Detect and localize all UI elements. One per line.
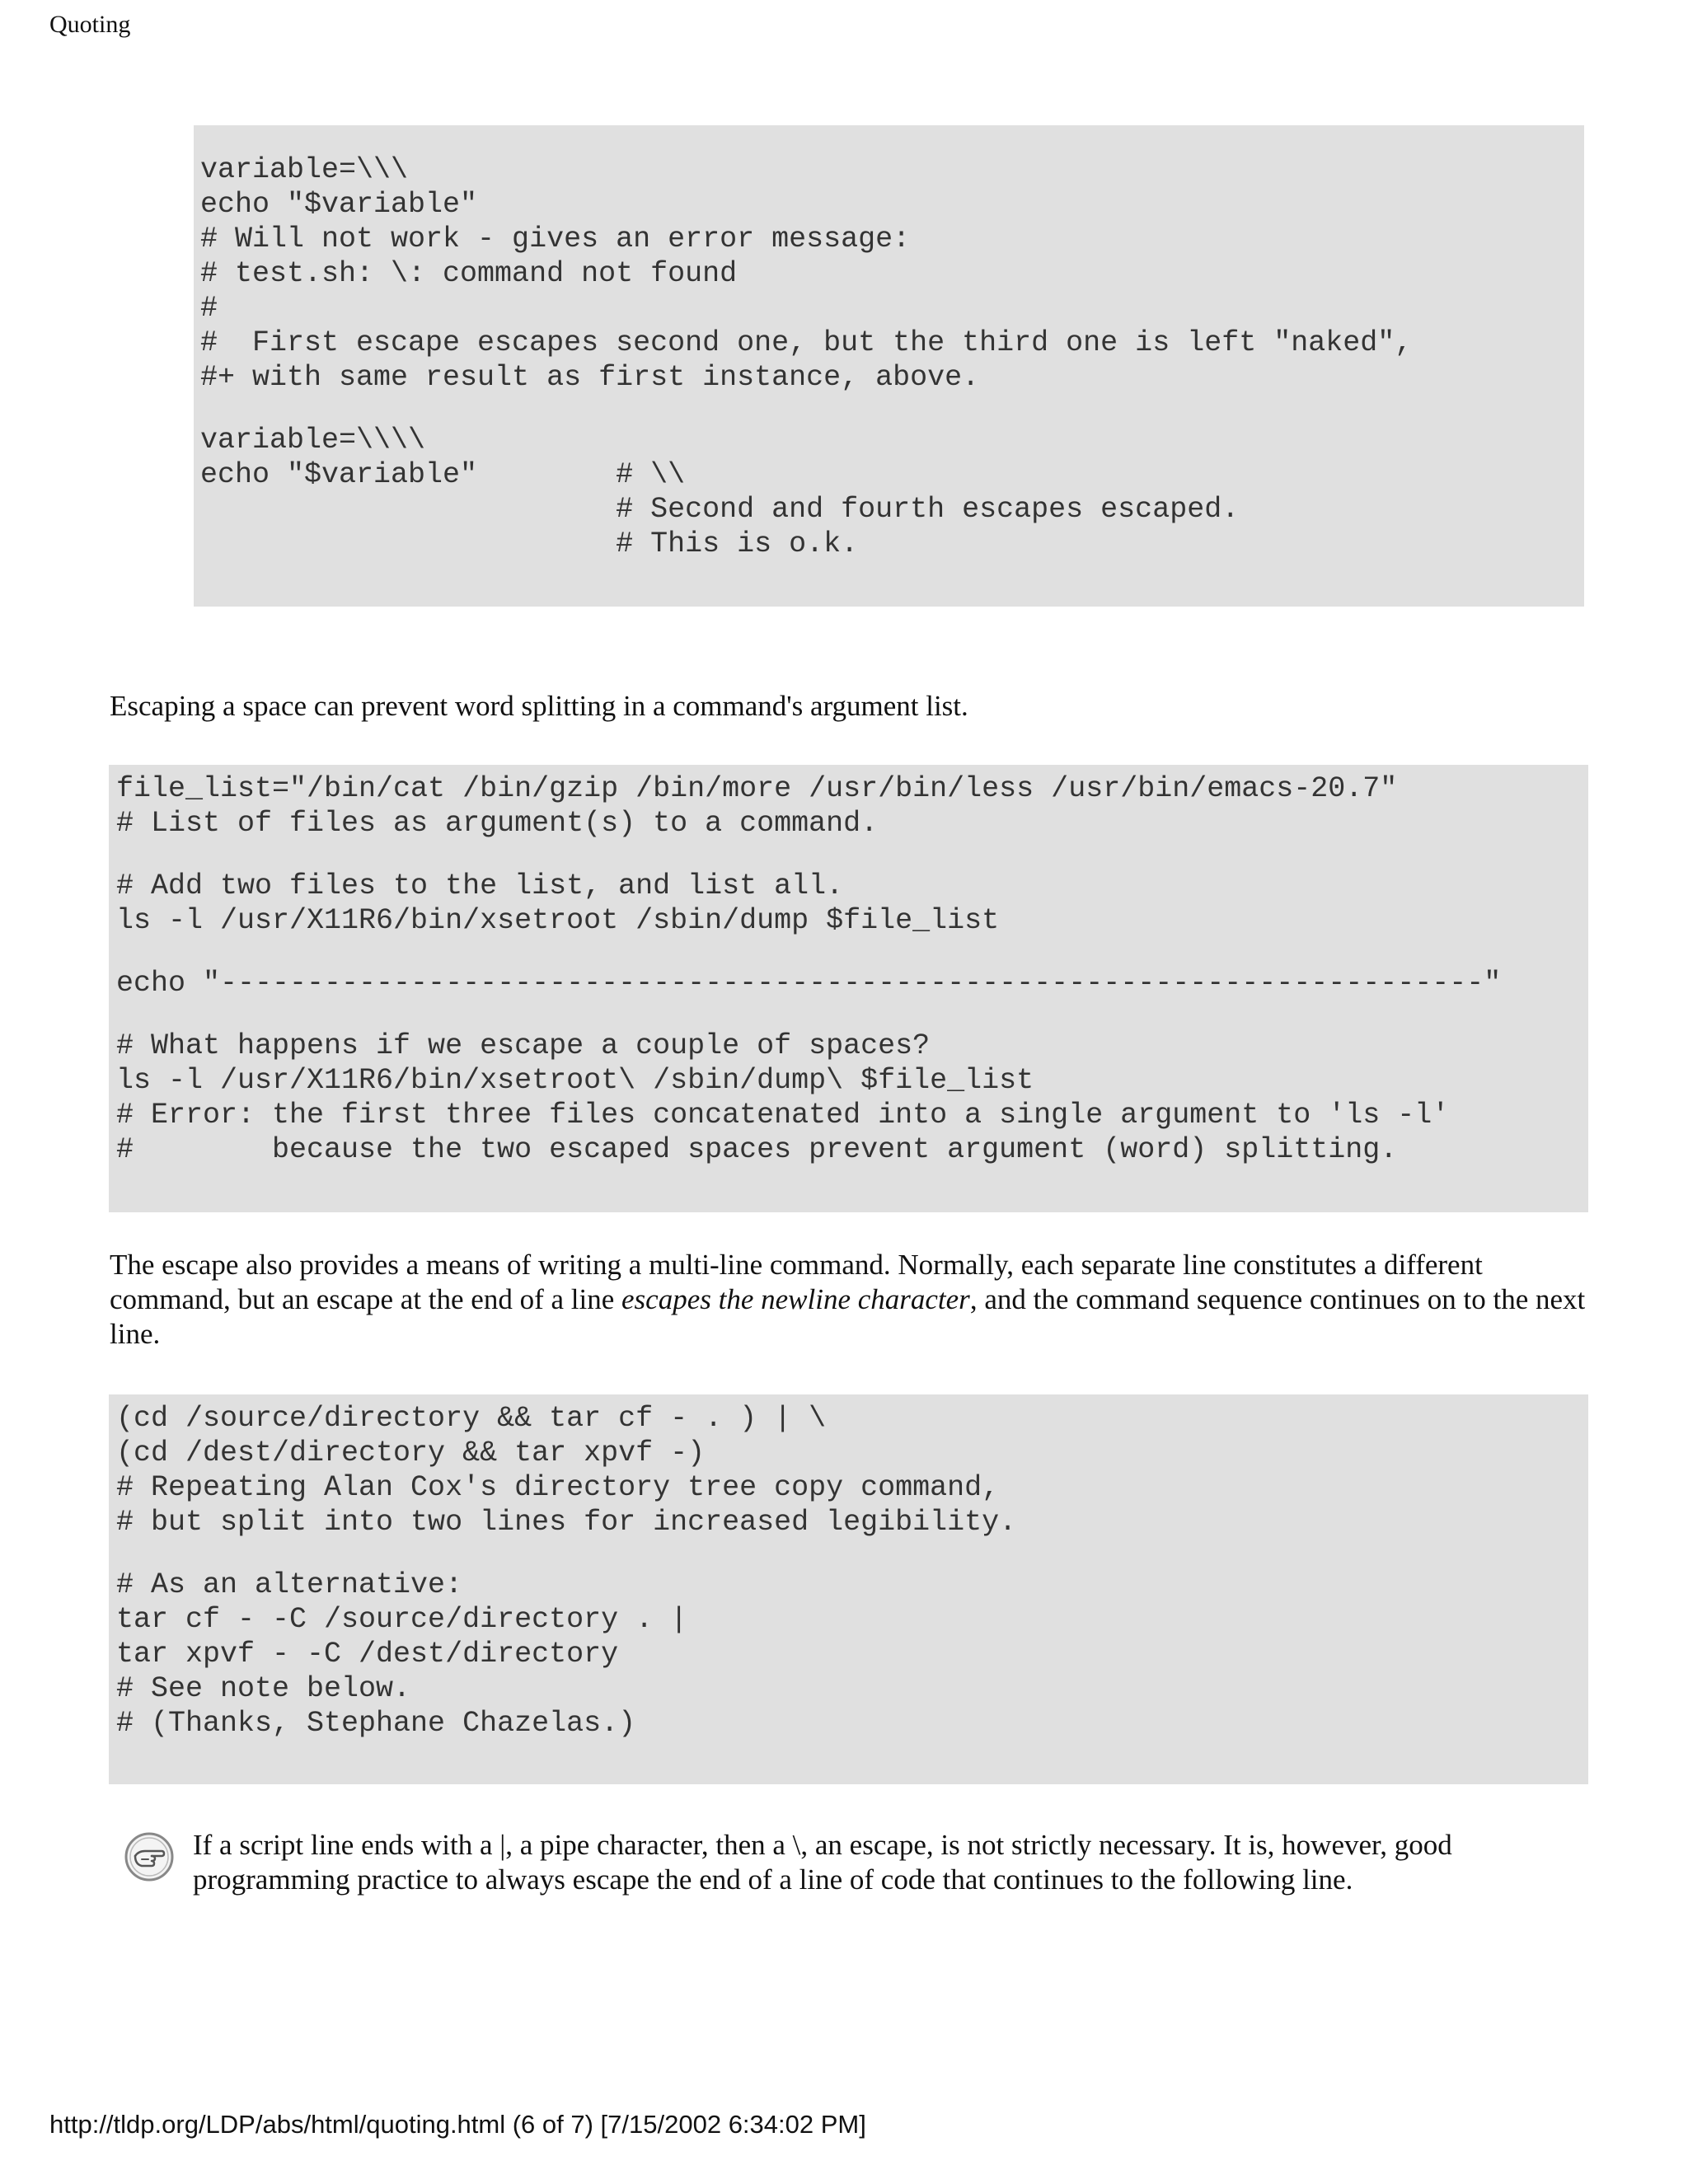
code-gap — [116, 1001, 1588, 1029]
code-block-3 — [109, 1394, 1588, 1784]
code-lines: # Add two files to the list, and list all. ls -l /usr/X11R6/bin/xsetroot /sbin/dump $file_list — [116, 869, 1000, 937]
code-block-2 — [109, 765, 1588, 1212]
paragraph-text: , and the command sequence continues on to the next line. — [110, 1283, 1586, 1350]
paragraph-text: The escape also provides a means of writing a multi-line command. Normally, each separate line constitutes a different command, but an escape at the end of a line — [110, 1249, 1483, 1315]
paragraph-multiline-command — [110, 1248, 1593, 1352]
paragraph-escaping-space: Escaping a space can prevent word splitting in a command's argument list. — [110, 690, 968, 722]
code-gap — [116, 841, 1588, 869]
page-header-title: Quoting — [49, 11, 131, 38]
code-gap — [116, 938, 1588, 966]
code-lines: (cd /source/directory && tar cf - . ) | \ (cd /dest/directory && tar xpvf -) # Repeating Alan Cox's directory tree copy command, # but split into two lines for increased legibility. — [116, 1402, 1017, 1539]
code-lines: variable=\\\\ echo "$variable" # \\ # Second and fourth escapes escaped. # This is o.k. — [200, 424, 1240, 560]
code-lines: variable=\\\ echo "$variable" # Will not work - gives an error message: # test.sh: \: command not found # # First escape escapes second one, but the third one is left "naked", #+ with same result as first instance, above. — [200, 153, 1413, 394]
code-lines: # As an alternative: tar cf - -C /source/directory . | tar xpvf - -C /dest/directory # See note below. # (Thanks, Stephane Chazelas.) — [116, 1568, 688, 1740]
page-footer-url: http://tldp.org/LDP/abs/html/quoting.html (6 of 7) [7/15/2002 6:34:02 PM] — [49, 2110, 866, 2139]
pointing-hand-icon — [124, 1831, 175, 1882]
code-lines: # What happens if we escape a couple of spaces? ls -l /usr/X11R6/bin/xsetroot\ /sbin/dump\ $file_list # Error: the first three files concatenated into a single argument to 'ls -l' # because the two escaped spaces prevent argument (word) splitting. — [116, 1029, 1450, 1166]
paragraph-emphasis: escapes the newline character — [621, 1283, 970, 1315]
note-text: If a script line ends with a |, a pipe character, then a \, an escape, is not strictly necessary. It is, however, good programming practice to always escape the end of a line of code that continues to the following line. — [193, 1829, 1452, 1896]
code-gap — [116, 1540, 1588, 1568]
code-lines: echo "-------------------------------------------------------------------------" — [116, 967, 1502, 1000]
code-gap — [200, 395, 1584, 423]
code-block-1 — [194, 125, 1584, 607]
code-lines: file_list="/bin/cat /bin/gzip /bin/more /usr/bin/less /usr/bin/emacs-20.7" # List of files as argument(s) to a command. — [116, 772, 1398, 840]
